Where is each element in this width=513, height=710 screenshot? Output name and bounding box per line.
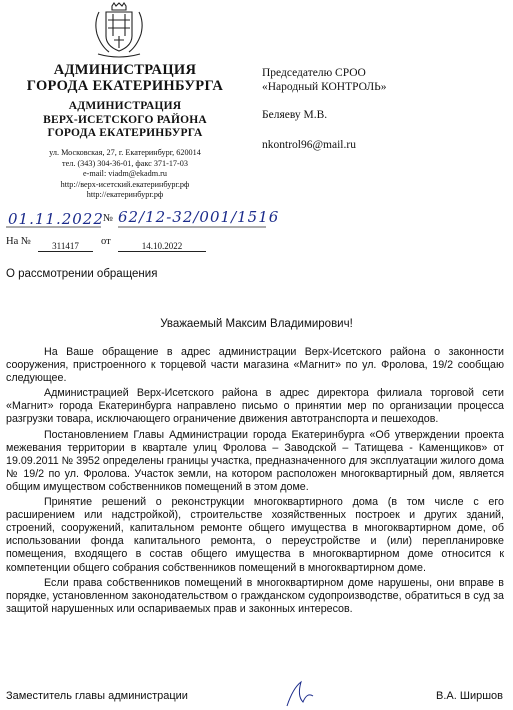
paragraph-3: Постановлением Главы Администрации города Екатеринбурга «Об утверждении проекта межевания территории в квартале улиц Фролова – Заводской – Татищева - Каменщиков» от 19.09.2011 № 3952 определены границы участка, предназначенного для эксплуатации жилого дома № 19/2 по ул. Фролова. Участок земли, на котором расположен многоквартирный дом, является общим имуществом собственников помещений в этом доме. bbox=[6, 428, 504, 493]
handwritten-reg-number: 62/12-32/001/1516 bbox=[118, 208, 280, 226]
org-name-line1: АДМИНИСТРАЦИЯ bbox=[53, 62, 197, 78]
letterhead-contacts bbox=[0, 148, 250, 201]
signature-position: Заместитель главы администрации bbox=[6, 690, 188, 702]
handwritten-signature-icon bbox=[283, 678, 323, 708]
paragraph-4: Принятие решений о реконструкции многоквартирного дома (в том числе с его расширением или надстройкой), строительстве хозяйственных построек и других зданий, строений, сооружений, капитальном ремонте общего имущества в многоквартирном доме, об использовании фонда капитального ремонта, о переустройстве и (или) перепланировке помещения, входящего в состав общего имущества в многоквартирном доме относится к компетенции общего собрания собственников помещений в многоквартирном доме. bbox=[6, 496, 504, 574]
paragraph-1: На Ваше обращение в адрес администрации Верх-Исетского района о законности сооружения, пристроенного к торцевой части магазина «Магнит» по ул. Фролова, 19/2 сообщаю следующее. bbox=[6, 346, 504, 385]
coat-of-arms-emblem bbox=[92, 2, 146, 60]
contact-site1[interactable]: http://верх-исетский.екатеринбург.рф bbox=[60, 179, 190, 189]
paragraph-5: Если права собственников помещений в многоквартирном доме нарушены, они вправе в порядке, установленном законодательством о гражданском судопроизводстве, обратиться в суд за защитой нарушенных или оспариваемых прав и законных интересов. bbox=[6, 576, 504, 615]
contact-phone: тел. (343) 304-36-01, факс 371-17-03 bbox=[62, 158, 188, 168]
dept-name-line2: ВЕРХ-ИСЕТСКОГО РАЙОНА bbox=[43, 113, 207, 126]
addressee-name: Беляеву М.В. bbox=[262, 109, 328, 121]
salutation: Уважаемый Максим Владимирович! bbox=[160, 318, 353, 330]
contact-email[interactable]: e-mail: viadm@ekadm.ru bbox=[83, 169, 167, 179]
na-label: На № bbox=[6, 236, 31, 247]
reg-underline bbox=[6, 226, 266, 228]
org-name-line2: ГОРОДА ЕКАТЕРИНБУРГА bbox=[26, 78, 224, 94]
addressee-email[interactable]: nkontrol96@mail.ru bbox=[262, 139, 356, 151]
number-sign: № bbox=[103, 213, 114, 224]
letterhead-org bbox=[0, 62, 250, 94]
letter-body bbox=[6, 346, 504, 618]
dept-name-line3: ГОРОДА ЕКАТЕРИНБУРГА bbox=[47, 127, 203, 139]
contact-address: ул. Московская, 27, г. Екатеринбург, 620014 bbox=[49, 148, 201, 157]
contact-site2[interactable]: http://екатеринбург.рф bbox=[86, 190, 164, 200]
addressee-org-line1: Председателю СРОО bbox=[262, 67, 366, 79]
paragraph-2: Администрацией Верх-Исетского района в адрес директора филиала торговой сети «Магнит» города Екатеринбурга направлено письмо о принятии мер по организации процесса разгрузки товара, исключающего ограничение движения автотранспорта и пешеходов. bbox=[6, 387, 504, 426]
ot-label: от bbox=[101, 236, 111, 247]
handwritten-date: 01.11.2022 bbox=[8, 210, 104, 228]
letterhead-dept bbox=[0, 100, 250, 141]
ref-number: 311417 bbox=[38, 241, 93, 252]
addressee-org-line2: «Народный КОНТРОЛЬ» bbox=[262, 81, 387, 93]
signature-name: В.А. Ширшов bbox=[436, 690, 503, 702]
dept-name-line1: АДМИНИСТРАЦИЯ bbox=[68, 100, 182, 112]
subject-line: О рассмотрении обращения bbox=[6, 268, 158, 280]
ref-date: 14.10.2022 bbox=[118, 241, 206, 252]
